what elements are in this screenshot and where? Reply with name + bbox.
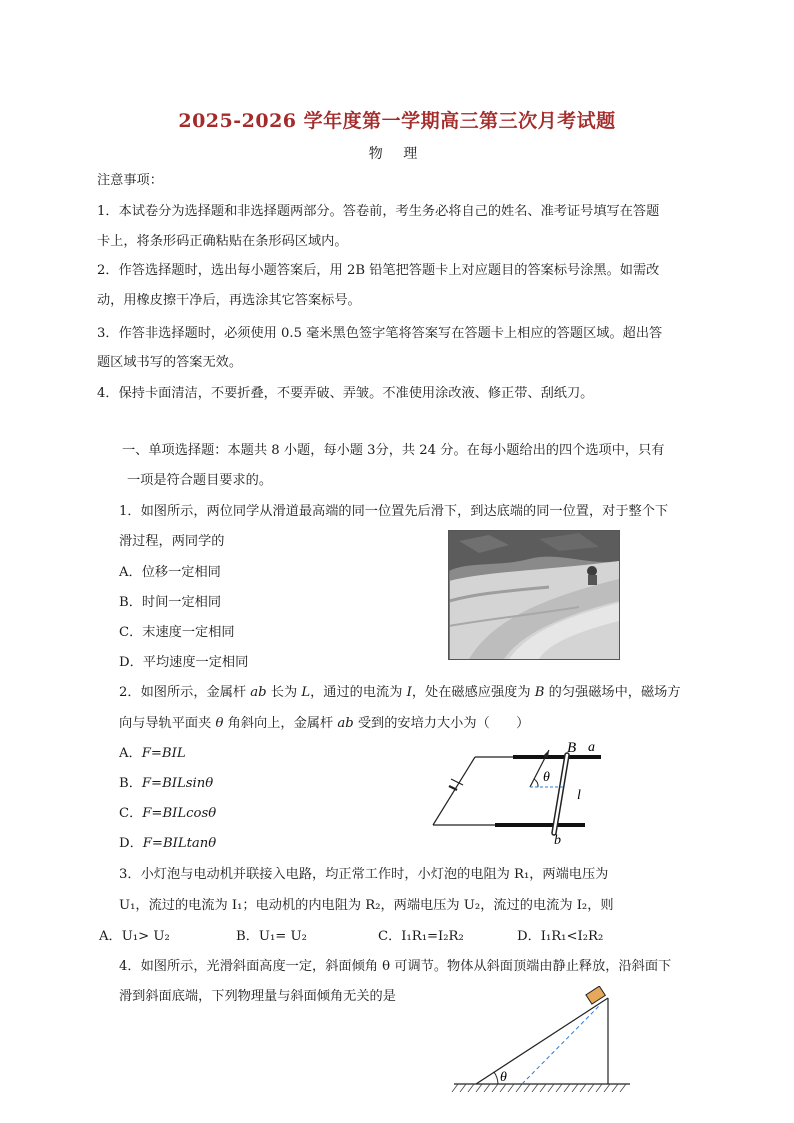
angle-arc	[534, 779, 538, 787]
q1-stem-line-1: 1．如图所示，两位同学从滑道最高端的同一位置先后滑下，到达底端的同一位置，对于整个下	[119, 504, 669, 519]
dashed-path	[522, 1005, 600, 1084]
q2-stem-line-2: 向与导轨平面夹 θ 角斜向上，金属杆 ab 受到的安培力大小为（ ）	[119, 716, 530, 731]
q2-option-c: C．F=BILcosθ	[119, 806, 217, 821]
note-4-line-1: 4．保持卡面清洁，不要折叠，不要弄破、弄皱。不准使用涂改液、修正带、刮纸刀。	[97, 386, 594, 401]
label-b-field: B	[567, 740, 577, 756]
slide-photo	[448, 530, 620, 660]
q1-option-a: A．位移一定相同	[119, 565, 221, 580]
q1-stem-line-2: 滑过程，两同学的	[119, 534, 225, 549]
notes-heading: 注意事项：	[97, 173, 163, 188]
label-theta: θ	[543, 770, 550, 785]
note-1-line-2: 卡上，将条形码正确粘贴在条形码区域内。	[97, 234, 348, 249]
note-2-line-1: 2．作答选择题时，选出每小题答案后，用 2B 铅笔把答题卡上对应题目的答案标号涂黑。如需改	[97, 263, 660, 278]
q3-option-a: A．U₁> U₂	[99, 929, 170, 944]
wire-left	[433, 757, 475, 825]
q3-option-b: B．U₁= U₂	[236, 929, 307, 944]
section-1-line-1: 一、单项选择题：本题共 8 小题，每小题 3分，共 24 分。在每小题给出的四个选项中，只有	[122, 443, 665, 458]
q3-stem-line-2: U₁，流过的电流为 I₁；电动机的内电阻为 R₂，两端电压为 U₂，流过的电流为 I₂，则	[119, 898, 614, 913]
q3-stem-line-1: 3．小灯泡与电动机并联接入电路，均正常工作时，小灯泡的电阻为 R₁，两端电压为	[119, 867, 609, 882]
note-3-line-2: 题区域书写的答案无效。	[97, 355, 243, 370]
q2-option-b: B．F=BILsinθ	[119, 776, 214, 791]
section-1-line-2: 一项是符合题目要求的。	[127, 473, 273, 488]
incline-theta-label: θ	[500, 1070, 507, 1085]
rail-circuit-diagram	[425, 735, 615, 847]
q4-stem-line-1: 4．如图所示，光滑斜面高度一定，斜面倾角 θ 可调节。物体从斜面顶端由静止释放，沿斜面下	[119, 959, 672, 974]
q1-option-c: C．末速度一定相同	[119, 625, 235, 640]
note-2-line-2: 动，用橡皮擦干净后，再选涂其它答案标号。	[97, 293, 361, 308]
q3-option-c: C．I₁R₁=I₂R₂	[378, 929, 464, 944]
ground-hatching	[452, 1084, 626, 1092]
q2-stem-line-1: 2．如图所示，金属杆 ab 长为 L，通过的电流为 I，处在磁感应强度为 B 的匀强磁场中，磁场方	[119, 685, 681, 700]
q1-option-d: D．平均速度一定相同	[119, 655, 249, 670]
q4-stem-line-2: 滑到斜面底端，下列物理量与斜面倾角无关的是	[119, 989, 396, 1004]
label-b-end: b	[554, 833, 561, 847]
q2-option-a: A．F=BIL	[119, 746, 186, 761]
q1-option-b: B．时间一定相同	[119, 595, 222, 610]
exam-title: 2025-2026 学年度第一学期高三第三次月考试题	[178, 110, 616, 132]
incline-surface	[476, 998, 608, 1084]
subject-label: 物 理	[368, 146, 426, 162]
q3-option-d: D．I₁R₁<I₂R₂	[517, 929, 604, 944]
incline-angle-arc	[494, 1072, 498, 1084]
incline-diagram	[448, 986, 638, 1098]
label-l: l	[577, 788, 581, 803]
note-1-line-1: 1．本试卷分为选择题和非选择题两部分。答卷前，考生务必将自己的姓名、准考证号填写在答题	[97, 204, 660, 219]
label-a: a	[588, 740, 595, 755]
q2-option-d: D．F=BILtanθ	[119, 836, 217, 851]
metal-rod-inner	[554, 755, 567, 833]
note-3-line-1: 3．作答非选择题时，必须使用 0.5 毫米黑色签字笔将答案写在答题卡上相应的答题区域。超出答	[97, 326, 663, 341]
